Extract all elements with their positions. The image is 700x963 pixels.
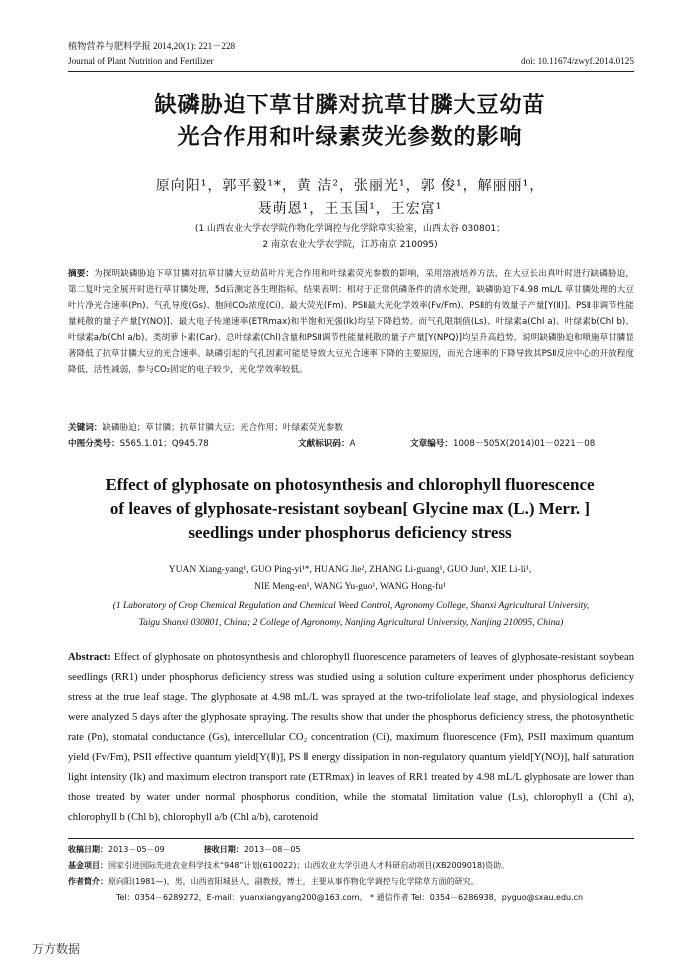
received-label: 收稿日期：: [68, 845, 108, 854]
cn-keywords-text: 缺磷胁迫；草甘膦；抗草甘膦大豆；光合作用；叶绿素荧光参数: [102, 423, 344, 433]
accepted-label: 接收日期：: [203, 845, 244, 854]
fund-label: 基金项目：: [68, 861, 108, 870]
doi: doi: 10.11674/zwyf.2014.0125: [521, 56, 634, 66]
cn-clc: [68, 436, 209, 452]
footnote-bio: [68, 874, 634, 890]
en-authors-line1: YUAN Xiang-yang¹, GUO Ping-yi¹*, HUANG Jie², ZHANG Li-guang¹, GUO Jun¹, XIE Li-li¹,: [168, 565, 532, 575]
cn-keywords-label: 关键词：: [68, 423, 103, 433]
journal-citation-cn: 植物营养与肥料学报 2014,20(1): 221－228: [68, 41, 236, 51]
cn-abstract-label: 摘要：: [68, 269, 95, 279]
footnote-rule: [68, 838, 634, 839]
header-rule: [68, 71, 634, 72]
cn-keywords: [68, 420, 634, 436]
en-title-line2: of leaves of glyphosate-resistant soybean[ Glycine max (L.) Merr. ]: [109, 499, 591, 518]
accepted-date: 2013－08－05: [243, 845, 301, 854]
footnote-fund: [68, 858, 634, 874]
footnote-dates: [68, 842, 634, 858]
cn-article-no-label: 文章编号：: [410, 439, 453, 449]
cn-doc-code-label: 文献标识码：: [298, 439, 350, 449]
en-affiliation-line1: (1 Laboratory of Crop Chemical Regulation and Chemical Weed Control, Agronomy College, Shanxi Agricultural University,: [112, 601, 590, 611]
journal-name-en: Journal of Plant Nutrition and Fertilizer: [68, 56, 214, 66]
en-title-line3: seedlings under phosphorus deficiency stress: [188, 523, 512, 542]
en-title-line1: Effect of glyphosate on photosynthesis and chlorophyll fluorescence: [105, 475, 595, 494]
cn-clc-label: 中图分类号：: [68, 439, 120, 449]
en-abstract-label: Abstract:: [68, 652, 111, 663]
watermark: 万方数据: [32, 942, 81, 956]
bio-text: 原向阳(1981—)，男，山西省阳城县人，副教授，博士，主要从事作物化学调控与化学除草方面的研究。: [108, 877, 479, 886]
cn-clc-value: S565.1.01；Q945.78: [119, 439, 209, 449]
cn-article-no-value: 1008－505X(2014)01－0221－08: [452, 439, 596, 449]
cn-title-line2: 光合作用和叶绿素荧光参数的影响: [177, 125, 523, 150]
en-abstract-text: Effect of glyphosate on photosynthesis and chlorophyll fluorescence parameters of leaves of glyphosate-resistant soybean seedlings (RR1) under phosphorus deficiency stress was studied using a solution culture experiment under phosphorus deficiency stress at the true leaf stage. The glyphosate at 4.98 mL/L was sprayed at the two-trifoliolate leaf stage, and physiological indexes were analyzed 5 days after the glyphosate spraying. The results show that under the phosphorus deficiency stress, the photosynthetic rate (Pn), stomatal conductance (Gs), intercellular CO₂ concentration (Ci), maximum fluorescence (Fm), PSII maximum quantum yield (Fv/Fm), PSII effective quantum yield[Y(Ⅱ)], PS Ⅱ energy dissipation in non-regulatory quantum yield[Y(NO)], half saturation light intensity (Ik) and maximum electron transport rate (ETRmax) in leaves of RR1 treated by 4.98 mL/L glyphosate are lower than those treated by water under normal phosphorus condition, while the stomatal limitation value (Ls), chlorophyll a (Chl a), chlorophyll b (Chl b), chlorophyll a/b (Chl a/b), carotenoid: [68, 652, 635, 823]
cn-affiliation-line1: (1 山西农业大学农学院作物化学调控与化学除草实验室，山西太谷 030801；: [194, 224, 506, 234]
en-affiliation-line2: Taigu Shanxi 030801, China; 2 College of Agronomy, Nanjing Agricultural University, Nanjing 210095, China): [138, 618, 564, 628]
bio-label: 作者简介：: [68, 877, 108, 886]
en-abstract: [68, 648, 634, 828]
fund-text: 国家引进国际先进农业科学技术“948”计划(610022)；山西农业大学引进人才科研启动项目(XB2009018)资助。: [108, 861, 510, 870]
cn-abstract-text: 为探明缺磷胁迫下草甘膦对抗草甘膦大豆幼苗叶片光合作用和叶绿素荧光参数的影响，采用溶液培养方法，在大豆长出真叶时进行缺磷胁迫，第二复叶完全展开时进行草甘膦处理，5d后测定各生理指标。结果表明：相对于正常供磷条件的清水处理，缺磷胁迫下4.98 mL/L 草甘膦处理的大豆叶片净光合速率(Pn)、气孔导度(Gs)、胞间CO₂浓度(Ci)、最大荧光(Fm)、PSⅡ最大光化学效率(Fv/Fm)、PSⅡ的有效量子产量[Y(Ⅱ)]、PSⅡ非调节性能量耗散的量子产量[Y(NO)]、最大电子传递速率(ETRmax)和半饱和光强(Ik)均呈下降趋势。而气孔限制值(Ls)、叶绿素a(Chl a)、叶绿素b(Chl b)、叶绿素a/b(Chl a/b)、类胡萝卜素(Car)、总叶绿素(Chl)含量和PSⅡ调节性能量耗散的量子产量[Y(NPQ)]均呈升高趋势。说明缺磷胁迫和喷施草甘膦显著降低了抗草甘膦大豆的光合速率。缺磷引起的气孔因素可能是导致大豆光合速率下降的主要原因，而光合速率的下降导致其PSⅡ反应中心的开放程度降低，活性减弱，参与CO₂固定的电子较少，光化学效率较低。: [68, 269, 634, 375]
received-date: 2013－05－09: [108, 845, 165, 854]
cn-title-line1: 缺磷胁迫下草甘膦对抗草甘膦大豆幼苗: [154, 93, 546, 118]
cn-doc-code: [298, 436, 355, 452]
cn-doc-code-value: A: [349, 439, 356, 449]
en-authors-line2: NIE Meng-en¹, WANG Yu-guo¹, WANG Hong-fu¹: [254, 582, 446, 592]
cn-affiliation-line2: 2 南京农业大学农学院，江苏南京 210095): [262, 240, 438, 250]
cn-article-no: [410, 436, 595, 452]
cn-authors-line2: 聂萌恩¹，王玉国¹，王宏富¹: [257, 201, 443, 217]
cn-abstract: [68, 266, 634, 378]
footnote-contact: Tel：0354－6289272，E-mail：yuanxiangyang200@163.com。 * 通信作者 Tel：0354－6286938，pyguo@sxau.edu.cn: [116, 893, 584, 902]
cn-authors-line1: 原向阳¹，郭平毅¹*，黄 洁²，张丽光¹，郭 俊¹，解丽丽¹，: [155, 178, 545, 194]
